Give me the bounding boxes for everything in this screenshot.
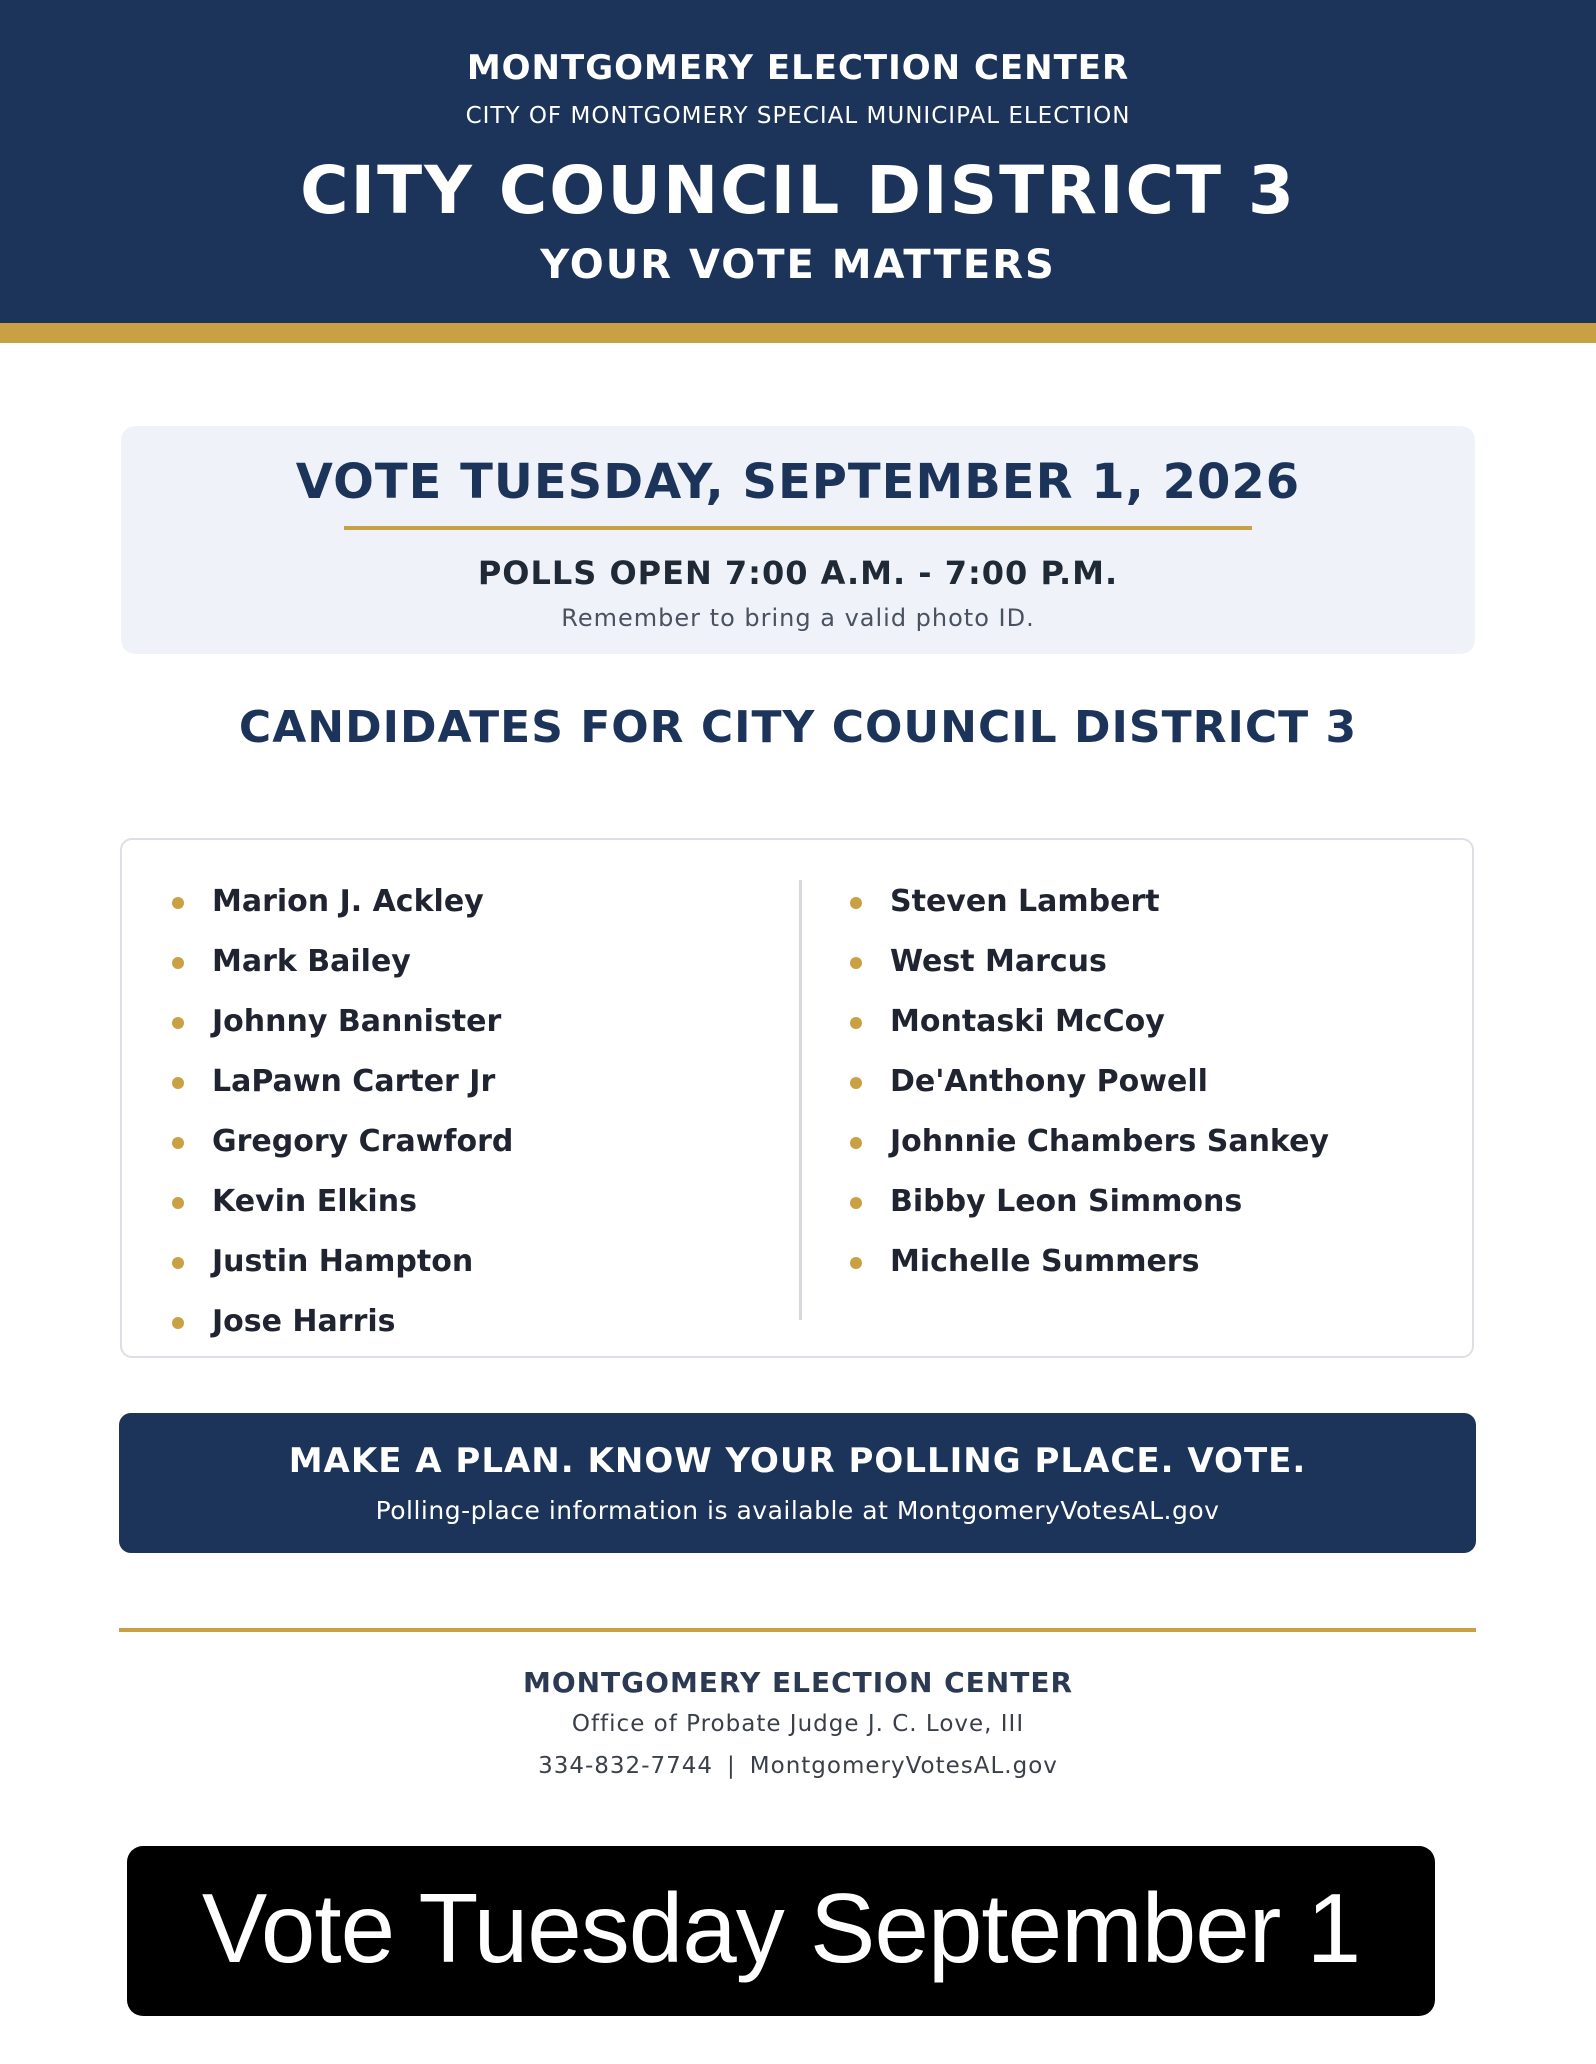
vote-date-panel [121, 426, 1475, 654]
candidate-item [172, 1064, 513, 1124]
header-gold-bar [0, 323, 1596, 343]
candidate-item [850, 1004, 1329, 1064]
bullet-icon [172, 1257, 184, 1269]
footer-office: Office of Probate Judge J. C. Love, III [571, 1711, 1025, 1737]
candidates-right-column [850, 884, 1329, 1304]
candidate-item [850, 1184, 1329, 1244]
candidate-item [172, 1124, 513, 1184]
candidate-name: Johnnie Chambers Sankey [890, 1124, 1329, 1159]
footer-phone: 334-832-7744 [538, 1753, 714, 1779]
caption-overlay [127, 1846, 1435, 2016]
candidate-name: Bibby Leon Simmons [890, 1184, 1243, 1219]
header-subtitle: CITY OF MONTGOMERY SPECIAL MUNICIPAL ELECTION [465, 103, 1131, 129]
candidate-item [850, 1064, 1329, 1124]
bullet-icon [850, 957, 862, 969]
bullet-icon [850, 1017, 862, 1029]
photo-id-reminder: Remember to bring a valid photo ID. [561, 604, 1035, 632]
candidate-name: Gregory Crawford [212, 1124, 514, 1159]
candidate-name: Jose Harris [212, 1304, 396, 1339]
candidate-item [172, 1304, 513, 1364]
bullet-icon [172, 1017, 184, 1029]
candidate-name: LaPawn Carter Jr [212, 1064, 496, 1099]
header-org: MONTGOMERY ELECTION CENTER [466, 48, 1130, 88]
footer-website: MontgomeryVotesAL.gov [749, 1753, 1058, 1779]
candidate-name: Johnny Bannister [212, 1004, 502, 1039]
plan-title: MAKE A PLAN. KNOW YOUR POLLING PLACE. VOTE. [288, 1441, 1307, 1481]
candidate-item [850, 884, 1329, 944]
page-title: CITY COUNCIL DISTRICT 3 [300, 152, 1296, 229]
candidate-name: Steven Lambert [890, 884, 1160, 919]
polls-hours: POLLS OPEN 7:00 A.M. - 7:00 P.M. [477, 554, 1119, 592]
header-tagline: YOUR VOTE MATTERS [540, 242, 1056, 288]
candidate-name: Michelle Summers [890, 1244, 1200, 1279]
candidate-name: West Marcus [890, 944, 1107, 979]
candidates-heading: CANDIDATES FOR CITY COUNCIL DISTRICT 3 [238, 702, 1358, 753]
candidate-name: De'Anthony Powell [890, 1064, 1208, 1099]
bullet-icon [172, 1317, 184, 1329]
candidate-item [850, 1124, 1329, 1184]
candidate-item [172, 1004, 513, 1064]
footer-contact [0, 1753, 1596, 1779]
candidate-item [172, 884, 513, 944]
plan-banner [119, 1413, 1476, 1553]
candidate-name: Marion J. Ackley [212, 884, 484, 919]
candidate-name: Mark Bailey [212, 944, 411, 979]
candidates-left-column [172, 884, 513, 1364]
column-divider [799, 880, 802, 1320]
plan-subtitle: Polling-place information is available at MontgomeryVotesAL.gov [375, 1496, 1220, 1525]
candidate-item [172, 944, 513, 1004]
bullet-icon [850, 1077, 862, 1089]
bullet-icon [172, 1077, 184, 1089]
candidate-item [172, 1184, 513, 1244]
candidate-name: Justin Hampton [212, 1244, 474, 1279]
header-banner [0, 0, 1596, 323]
candidate-name: Kevin Elkins [212, 1184, 417, 1219]
candidates-panel [120, 838, 1474, 1358]
bullet-icon [850, 1137, 862, 1149]
bullet-icon [172, 957, 184, 969]
date-divider [344, 526, 1252, 530]
candidate-name: Montaski McCoy [890, 1004, 1165, 1039]
vote-date: VOTE TUESDAY, SEPTEMBER 1, 2026 [295, 454, 1301, 510]
candidate-item [850, 944, 1329, 1004]
footer-divider [119, 1628, 1476, 1632]
candidate-item [172, 1244, 513, 1304]
candidate-item [850, 1244, 1329, 1304]
bullet-icon [172, 1137, 184, 1149]
footer-separator: | [727, 1753, 736, 1779]
footer-org: MONTGOMERY ELECTION CENTER [522, 1666, 1074, 1699]
caption-text: Vote Tuesday September 1 [201, 1873, 1361, 1983]
bullet-icon [172, 897, 184, 909]
bullet-icon [172, 1197, 184, 1209]
bullet-icon [850, 1257, 862, 1269]
bullet-icon [850, 1197, 862, 1209]
bullet-icon [850, 897, 862, 909]
